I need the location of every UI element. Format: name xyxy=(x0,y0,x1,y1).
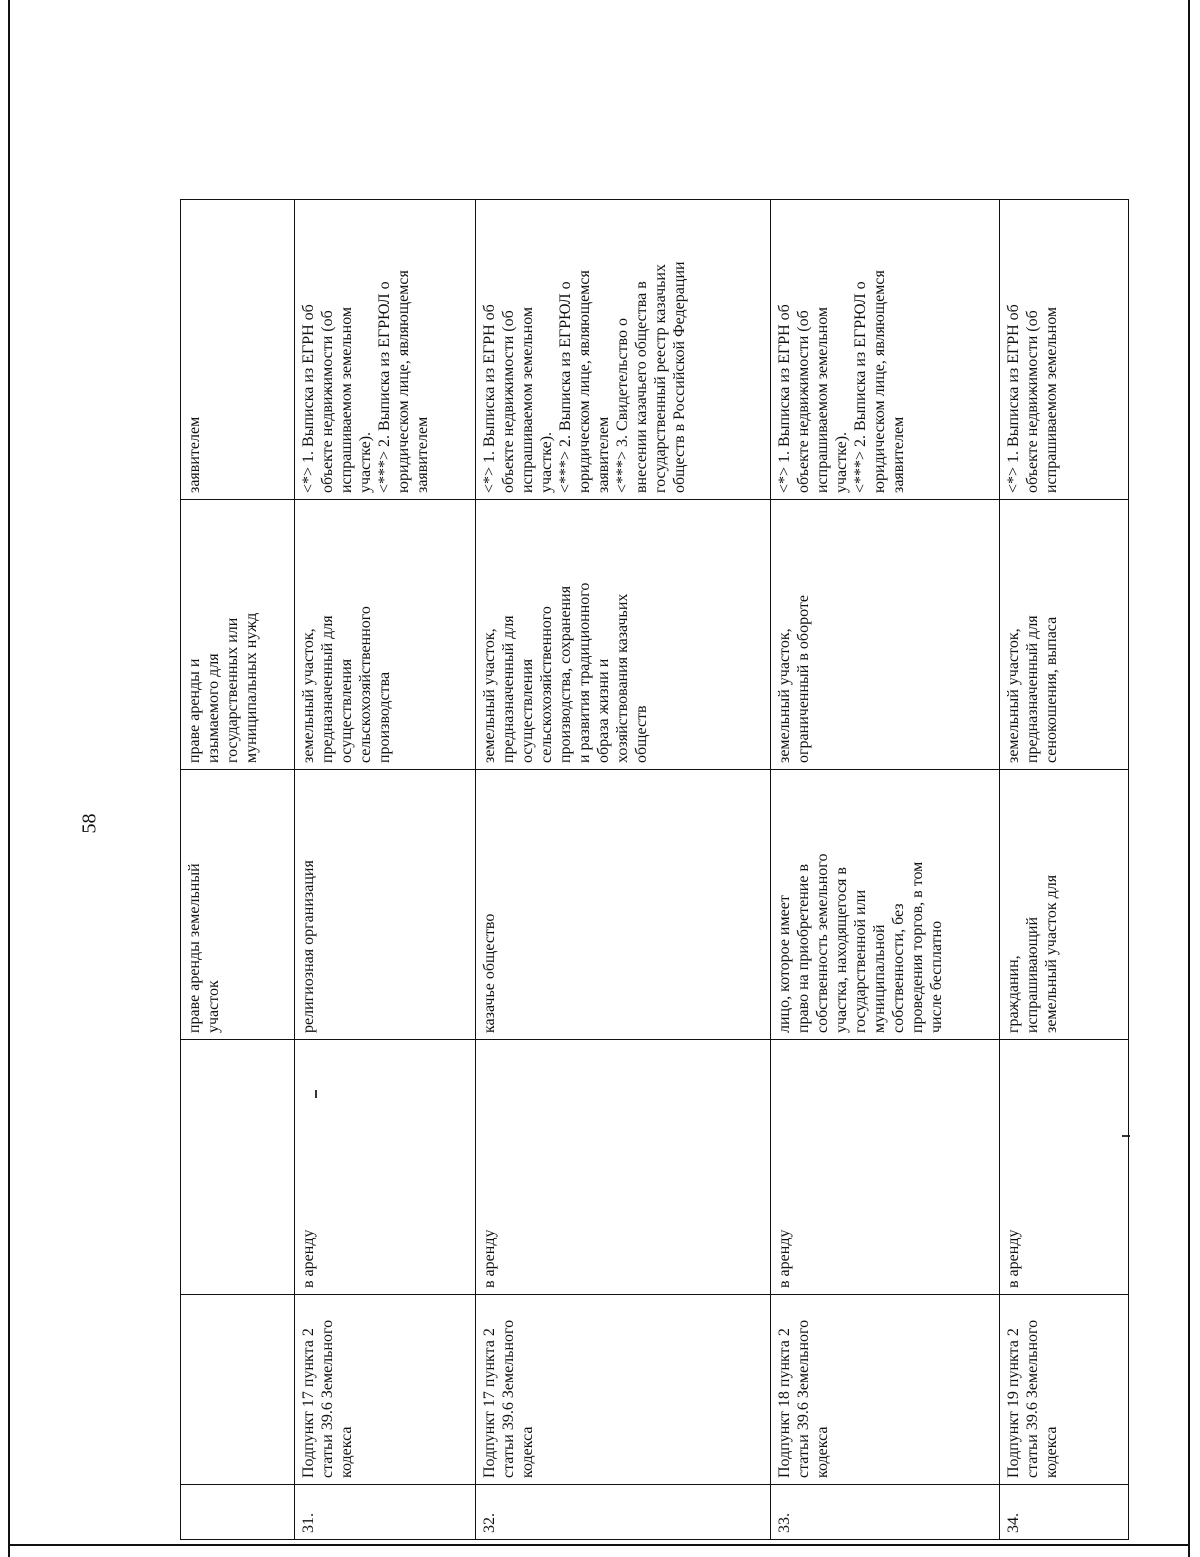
table-row xyxy=(1000,200,1129,1540)
row-number: 31. xyxy=(295,1485,476,1540)
legal-basis-cell: Подпункт 17 пункта 2 статьи 39.6 Земельного кодекса xyxy=(295,1295,476,1485)
legal-basis-cell: Подпункт 18 пункта 2 статьи 39.6 Земельного кодекса xyxy=(771,1295,1000,1485)
rotated-table-wrapper xyxy=(180,200,1129,1540)
documents-cell: <*> 1. Выписка из ЕГРН об объекте недвижимости (об испрашиваемом земельном участке). <***> 2. Выписка из ЕГРЮЛ о юридическом лице, являющемся заявителем xyxy=(295,200,476,500)
header-cell-6: заявителем xyxy=(181,200,295,500)
documents-cell: <*> 1. Выписка из ЕГРН об объекте недвижимости (об испрашиваемом земельном участке). <***> 2. Выписка из ЕГРЮЛ о юридическом лице, являющемся заявителем xyxy=(771,200,1000,500)
page-frame-bottom xyxy=(8,1544,1190,1546)
page-number: 58 xyxy=(78,813,101,834)
table-row xyxy=(476,200,771,1540)
documents-cell: <*> 1. Выписка из ЕГРН об объекте недвижимости (об испрашиваемом земельном xyxy=(1000,200,1129,500)
grant-type-cell: в аренду xyxy=(1000,1040,1129,1295)
header-cell-1 xyxy=(181,1485,295,1540)
land-plot-cell: земельный участок, ограниченный в обороте xyxy=(771,500,1000,770)
applicant-cell: казачье общество xyxy=(476,770,771,1040)
page-frame-left xyxy=(8,0,10,1557)
applicant-cell: лицо, которое имеет право на приобретение в собственность земельного участка, находящегося в государственной или муниципальной собственности, без проведения торгов, в том числе бесплатно xyxy=(771,770,1000,1040)
header-cell-3 xyxy=(181,1040,295,1295)
header-cell-5: праве аренды и изымаемого для государственных или муниципальных нужд xyxy=(181,500,295,770)
land-plot-cell: земельный участок, предназначенный для осуществления сельскохозяйственного производства xyxy=(295,500,476,770)
row-number: 33. xyxy=(771,1485,1000,1540)
land-lease-table xyxy=(180,199,1129,1540)
land-plot-cell: земельный участок, предназначенный для сенокошения, выпаса xyxy=(1000,500,1129,770)
legal-basis-cell: Подпункт 19 пункта 2 статьи 39.6 Земельного кодекса xyxy=(1000,1295,1129,1485)
legal-basis-cell: Подпункт 17 пункта 2 статьи 39.6 Земельного кодекса xyxy=(476,1295,771,1485)
table-row xyxy=(295,200,476,1540)
grant-type-cell: в аренду xyxy=(476,1040,771,1295)
applicant-cell: гражданин, испрашивающий земельный участок для xyxy=(1000,770,1129,1040)
documents-cell: <*> 1. Выписка из ЕГРН об объекте недвижимости (об испрашиваемом земельном участке). <***> 2. Выписка из ЕГРЮЛ о юридическом лице, являющемся заявителем <***> 3. Свидетельство о внесении казачьего общества в государственный реестр казачьих обществ в Российской Федерации xyxy=(476,200,771,500)
table-row xyxy=(771,200,1000,1540)
grant-type-cell: в аренду xyxy=(771,1040,1000,1295)
page-frame-right xyxy=(1188,0,1190,1557)
row-number: 32. xyxy=(476,1485,771,1540)
header-cell-4: праве аренды земельный участок xyxy=(181,770,295,1040)
table-row xyxy=(181,200,295,1540)
land-plot-cell: земельный участок, предназначенный для осуществления сельскохозяйственного производства, сохранения и развития традиционного образа жизни и хозяйствования казачьих обществ xyxy=(476,500,771,770)
applicant-cell: религиозная организация xyxy=(295,770,476,1040)
row-number: 34. xyxy=(1000,1485,1129,1540)
header-cell-2 xyxy=(181,1295,295,1485)
grant-type-cell: в аренду xyxy=(295,1040,476,1295)
